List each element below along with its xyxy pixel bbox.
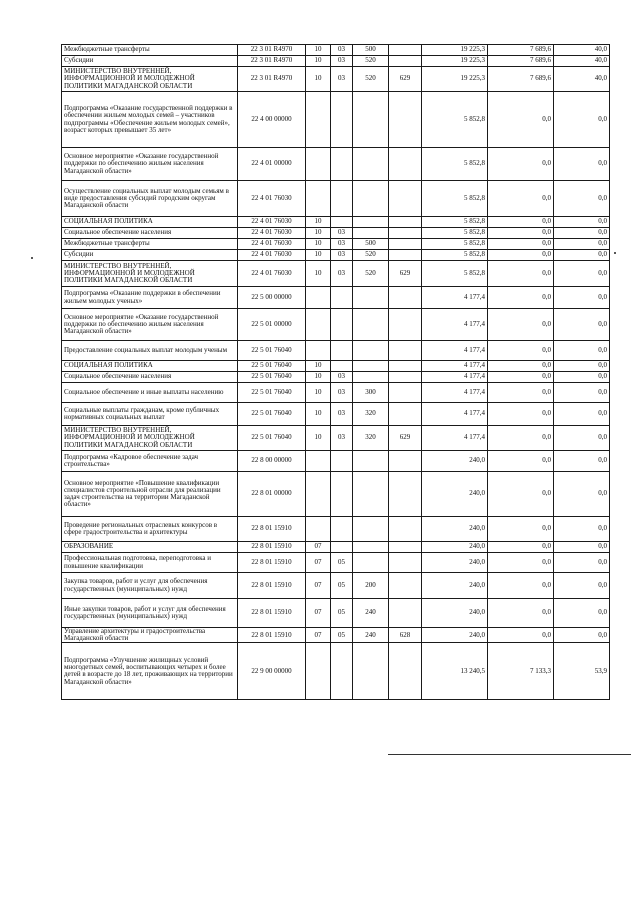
row-grbs xyxy=(389,573,422,599)
row-plan: 240,0 xyxy=(422,542,488,553)
table-row xyxy=(62,472,610,517)
row-code: 22 4 01 76030 xyxy=(238,217,306,228)
table-row xyxy=(62,542,610,553)
row-section: 10 xyxy=(306,426,331,451)
row-name: Основное мероприятие «Оказание государственной поддержки по обеспечению жильем населения Магаданской области» xyxy=(62,309,238,341)
row-subsection xyxy=(331,217,353,228)
table-body xyxy=(62,45,610,700)
row-plan: 5 852,8 xyxy=(422,228,488,239)
row-fact: 7 133,3 xyxy=(488,643,554,700)
row-fact: 7 689,6 xyxy=(488,67,554,92)
row-grbs xyxy=(389,599,422,628)
row-section: 07 xyxy=(306,542,331,553)
row-section: 07 xyxy=(306,553,331,573)
row-subsection xyxy=(331,451,353,472)
row-grbs xyxy=(389,553,422,573)
row-code: 22 4 01 76030 xyxy=(238,181,306,217)
row-expense-type xyxy=(353,643,389,700)
row-percent: 0,0 xyxy=(554,628,610,643)
row-expense-type xyxy=(353,92,389,148)
row-section: 10 xyxy=(306,45,331,56)
row-name: МИНИСТЕРСТВО ВНУТРЕННЕЙ, ИНФОРМАЦИОННОЙ И МОЛОДЕЖНОЙ ПОЛИТИКИ МАГАДАНСКОЙ ОБЛАСТИ xyxy=(62,426,238,451)
row-fact: 0,0 xyxy=(488,228,554,239)
row-percent: 40,0 xyxy=(554,45,610,56)
row-plan: 13 240,5 xyxy=(422,643,488,700)
row-grbs xyxy=(389,239,422,250)
row-fact: 0,0 xyxy=(488,472,554,517)
row-fact: 7 689,6 xyxy=(488,45,554,56)
row-subsection xyxy=(331,542,353,553)
row-percent: 40,0 xyxy=(554,67,610,92)
row-name: Подпрограмма «Оказание государственной поддержки в обеспечении жильем молодых семей – участников подпрограммы «Обеспечение жильем молодых семей», возраст которых превышает 35 лет» xyxy=(62,92,238,148)
row-grbs xyxy=(389,217,422,228)
row-plan: 240,0 xyxy=(422,599,488,628)
row-plan: 5 852,8 xyxy=(422,250,488,261)
row-code: 22 8 01 15910 xyxy=(238,553,306,573)
budget-table xyxy=(61,44,610,700)
row-name: МИНИСТЕРСТВО ВНУТРЕННЕЙ, ИНФОРМАЦИОННОЙ И МОЛОДЕЖНОЙ ПОЛИТИКИ МАГАДАНСКОЙ ОБЛАСТИ xyxy=(62,261,238,287)
row-fact: 0,0 xyxy=(488,426,554,451)
row-code: 22 4 01 76030 xyxy=(238,239,306,250)
table-row xyxy=(62,628,610,643)
row-percent: 0,0 xyxy=(554,403,610,426)
row-fact: 0,0 xyxy=(488,372,554,383)
row-percent: 0,0 xyxy=(554,553,610,573)
row-percent: 0,0 xyxy=(554,472,610,517)
row-percent: 0,0 xyxy=(554,573,610,599)
table-row xyxy=(62,228,610,239)
row-percent: 0,0 xyxy=(554,599,610,628)
row-name: Межбюджетные трансферты xyxy=(62,239,238,250)
row-name: Социальное обеспечение населения xyxy=(62,372,238,383)
row-plan: 4 177,4 xyxy=(422,309,488,341)
row-subsection xyxy=(331,309,353,341)
table-row xyxy=(62,148,610,181)
row-code: 22 3 01 R4970 xyxy=(238,45,306,56)
row-expense-type: 240 xyxy=(353,599,389,628)
row-section: 10 xyxy=(306,250,331,261)
row-grbs: 629 xyxy=(389,426,422,451)
row-name: Межбюджетные трансферты xyxy=(62,45,238,56)
row-percent: 0,0 xyxy=(554,426,610,451)
row-expense-type: 520 xyxy=(353,56,389,67)
row-expense-type: 200 xyxy=(353,573,389,599)
row-subsection: 05 xyxy=(331,573,353,599)
row-section: 10 xyxy=(306,56,331,67)
row-percent: 0,0 xyxy=(554,287,610,309)
row-percent: 0,0 xyxy=(554,261,610,287)
bottom-rule xyxy=(388,754,631,755)
row-grbs: 629 xyxy=(389,67,422,92)
table-row xyxy=(62,341,610,361)
row-expense-type xyxy=(353,517,389,542)
row-section xyxy=(306,287,331,309)
row-code: 22 5 01 76040 xyxy=(238,426,306,451)
row-grbs xyxy=(389,472,422,517)
row-plan: 240,0 xyxy=(422,517,488,542)
row-code: 22 8 01 00000 xyxy=(238,472,306,517)
row-plan: 5 852,8 xyxy=(422,181,488,217)
table-row xyxy=(62,426,610,451)
table-row xyxy=(62,309,610,341)
row-plan: 19 225,3 xyxy=(422,56,488,67)
row-section: 07 xyxy=(306,573,331,599)
row-percent: 40,0 xyxy=(554,56,610,67)
row-code: 22 4 01 76030 xyxy=(238,250,306,261)
row-grbs xyxy=(389,403,422,426)
row-percent: 0,0 xyxy=(554,542,610,553)
row-code: 22 8 01 15910 xyxy=(238,628,306,643)
table-row xyxy=(62,517,610,542)
row-section: 10 xyxy=(306,383,331,403)
scan-speck xyxy=(614,252,616,254)
row-section xyxy=(306,517,331,542)
row-plan: 4 177,4 xyxy=(422,372,488,383)
row-code: 22 8 01 15910 xyxy=(238,599,306,628)
row-name: Подпрограмма «Кадровое обеспечение задач строительства» xyxy=(62,451,238,472)
row-section: 10 xyxy=(306,261,331,287)
row-percent: 0,0 xyxy=(554,517,610,542)
row-percent: 0,0 xyxy=(554,250,610,261)
row-code: 22 3 01 R4970 xyxy=(238,56,306,67)
row-name: Основное мероприятие «Повышение квалификации специалистов строительной отрасли для реализации задач строительства на территории Магаданской области» xyxy=(62,472,238,517)
row-grbs xyxy=(389,383,422,403)
row-plan: 240,0 xyxy=(422,451,488,472)
row-plan: 4 177,4 xyxy=(422,341,488,361)
row-name: Субсидии xyxy=(62,250,238,261)
row-section: 10 xyxy=(306,372,331,383)
row-subsection xyxy=(331,361,353,372)
row-grbs xyxy=(389,643,422,700)
row-subsection: 03 xyxy=(331,426,353,451)
row-plan: 5 852,8 xyxy=(422,148,488,181)
row-percent: 0,0 xyxy=(554,451,610,472)
row-name: Социальное обеспечение населения xyxy=(62,228,238,239)
table-row xyxy=(62,361,610,372)
row-subsection: 03 xyxy=(331,228,353,239)
row-grbs xyxy=(389,287,422,309)
row-plan: 4 177,4 xyxy=(422,403,488,426)
row-code: 22 5 01 76040 xyxy=(238,372,306,383)
row-name: Предоставление социальных выплат молодым ученым xyxy=(62,341,238,361)
row-name: Подпрограмма «Улучшение жилищных условий многодетных семей, воспитывающих четырех и более детей в возрасте до 18 лет, проживающих на территории Магаданской области» xyxy=(62,643,238,700)
row-fact: 0,0 xyxy=(488,148,554,181)
table-row xyxy=(62,45,610,56)
table-row xyxy=(62,573,610,599)
table-row xyxy=(62,553,610,573)
row-subsection: 05 xyxy=(331,553,353,573)
row-percent: 0,0 xyxy=(554,341,610,361)
row-code: 22 8 01 15910 xyxy=(238,517,306,542)
row-subsection xyxy=(331,643,353,700)
table-row xyxy=(62,403,610,426)
row-name: Социальное обеспечение и иные выплаты населению xyxy=(62,383,238,403)
row-name: СОЦИАЛЬНАЯ ПОЛИТИКА xyxy=(62,217,238,228)
row-plan: 4 177,4 xyxy=(422,361,488,372)
row-plan: 19 225,3 xyxy=(422,45,488,56)
row-fact: 0,0 xyxy=(488,92,554,148)
row-grbs xyxy=(389,92,422,148)
row-fact: 0,0 xyxy=(488,383,554,403)
row-fact: 0,0 xyxy=(488,250,554,261)
row-fact: 7 689,6 xyxy=(488,56,554,67)
table-row xyxy=(62,92,610,148)
row-section: 10 xyxy=(306,67,331,92)
row-code: 22 8 01 15910 xyxy=(238,542,306,553)
row-plan: 5 852,8 xyxy=(422,217,488,228)
row-percent: 0,0 xyxy=(554,217,610,228)
row-code: 22 3 01 R4970 xyxy=(238,67,306,92)
row-name: СОЦИАЛЬНАЯ ПОЛИТИКА xyxy=(62,361,238,372)
row-grbs xyxy=(389,56,422,67)
row-code: 22 5 00 00000 xyxy=(238,287,306,309)
row-percent: 0,0 xyxy=(554,181,610,217)
row-code: 22 5 01 76040 xyxy=(238,341,306,361)
row-subsection xyxy=(331,148,353,181)
row-subsection xyxy=(331,181,353,217)
row-section xyxy=(306,148,331,181)
row-name: Закупка товаров, работ и услуг для обеспечения государственных (муниципальных) нужд xyxy=(62,573,238,599)
row-section: 07 xyxy=(306,628,331,643)
table-row xyxy=(62,372,610,383)
row-fact: 0,0 xyxy=(488,517,554,542)
row-grbs xyxy=(389,45,422,56)
row-grbs xyxy=(389,361,422,372)
row-percent: 0,0 xyxy=(554,361,610,372)
row-code: 22 5 01 76040 xyxy=(238,403,306,426)
row-section: 10 xyxy=(306,217,331,228)
row-percent: 0,0 xyxy=(554,309,610,341)
row-subsection: 03 xyxy=(331,261,353,287)
table-row xyxy=(62,599,610,628)
row-section xyxy=(306,309,331,341)
row-subsection: 05 xyxy=(331,599,353,628)
row-name: Иные закупки товаров, работ и услуг для обеспечения государственных (муниципальных) нужд xyxy=(62,599,238,628)
row-plan: 5 852,8 xyxy=(422,239,488,250)
table-row xyxy=(62,287,610,309)
row-expense-type: 520 xyxy=(353,67,389,92)
row-section xyxy=(306,341,331,361)
row-name: Управление архитектуры и градостроительства Магаданской области xyxy=(62,628,238,643)
table-row xyxy=(62,67,610,92)
row-name: Профессиональная подготовка, переподготовка и повышение квалификации xyxy=(62,553,238,573)
table-row xyxy=(62,383,610,403)
row-grbs xyxy=(389,148,422,181)
row-name: МИНИСТЕРСТВО ВНУТРЕННЕЙ, ИНФОРМАЦИОННОЙ И МОЛОДЕЖНОЙ ПОЛИТИКИ МАГАДАНСКОЙ ОБЛАСТИ xyxy=(62,67,238,92)
row-fact: 0,0 xyxy=(488,599,554,628)
row-grbs xyxy=(389,542,422,553)
row-section xyxy=(306,451,331,472)
row-subsection: 03 xyxy=(331,45,353,56)
table-row xyxy=(62,239,610,250)
row-name: Социальные выплаты гражданам, кроме публичных нормативных социальных выплат xyxy=(62,403,238,426)
row-plan: 4 177,4 xyxy=(422,383,488,403)
row-subsection xyxy=(331,472,353,517)
row-code: 22 5 01 76040 xyxy=(238,383,306,403)
row-expense-type xyxy=(353,228,389,239)
row-plan: 5 852,8 xyxy=(422,92,488,148)
row-fact: 0,0 xyxy=(488,403,554,426)
row-expense-type xyxy=(353,287,389,309)
row-plan: 19 225,3 xyxy=(422,67,488,92)
row-subsection: 03 xyxy=(331,239,353,250)
row-expense-type xyxy=(353,341,389,361)
row-expense-type xyxy=(353,148,389,181)
row-section: 10 xyxy=(306,228,331,239)
row-subsection: 05 xyxy=(331,628,353,643)
row-expense-type xyxy=(353,181,389,217)
row-code: 22 5 01 76040 xyxy=(238,361,306,372)
row-percent: 0,0 xyxy=(554,228,610,239)
row-grbs xyxy=(389,228,422,239)
row-name: Субсидии xyxy=(62,56,238,67)
row-plan: 240,0 xyxy=(422,573,488,599)
row-grbs xyxy=(389,181,422,217)
row-section: 10 xyxy=(306,403,331,426)
row-plan: 240,0 xyxy=(422,628,488,643)
row-section: 10 xyxy=(306,239,331,250)
row-expense-type: 300 xyxy=(353,383,389,403)
scan-speck xyxy=(31,257,33,259)
row-expense-type: 500 xyxy=(353,45,389,56)
row-name: Основное мероприятие «Оказание государственной поддержки по обеспечению жильем населения Магаданской области» xyxy=(62,148,238,181)
row-code: 22 8 00 00000 xyxy=(238,451,306,472)
row-name: Проведение региональных отраслевых конкурсов в сфере градостроительства и архитектуры xyxy=(62,517,238,542)
row-subsection: 03 xyxy=(331,403,353,426)
row-code: 22 4 01 76030 xyxy=(238,261,306,287)
table-row xyxy=(62,217,610,228)
row-subsection xyxy=(331,287,353,309)
row-expense-type: 520 xyxy=(353,261,389,287)
row-expense-type: 240 xyxy=(353,628,389,643)
row-expense-type xyxy=(353,361,389,372)
row-subsection xyxy=(331,341,353,361)
row-plan: 4 177,4 xyxy=(422,426,488,451)
row-expense-type: 520 xyxy=(353,250,389,261)
row-section xyxy=(306,643,331,700)
row-section xyxy=(306,472,331,517)
row-fact: 0,0 xyxy=(488,628,554,643)
row-fact: 0,0 xyxy=(488,287,554,309)
row-subsection: 03 xyxy=(331,56,353,67)
row-expense-type: 320 xyxy=(353,403,389,426)
row-code: 22 4 01 00000 xyxy=(238,148,306,181)
row-code: 22 8 01 15910 xyxy=(238,573,306,599)
row-fact: 0,0 xyxy=(488,181,554,217)
row-expense-type xyxy=(353,472,389,517)
row-plan: 240,0 xyxy=(422,553,488,573)
row-code: 22 5 01 00000 xyxy=(238,309,306,341)
row-percent: 0,0 xyxy=(554,383,610,403)
row-expense-type: 320 xyxy=(353,426,389,451)
row-percent: 0,0 xyxy=(554,148,610,181)
row-plan: 4 177,4 xyxy=(422,287,488,309)
table-row xyxy=(62,261,610,287)
row-grbs xyxy=(389,341,422,361)
row-fact: 0,0 xyxy=(488,542,554,553)
row-grbs: 628 xyxy=(389,628,422,643)
row-code: 22 9 00 00000 xyxy=(238,643,306,700)
table-row xyxy=(62,451,610,472)
row-section xyxy=(306,92,331,148)
row-subsection: 03 xyxy=(331,383,353,403)
row-expense-type xyxy=(353,217,389,228)
row-section: 10 xyxy=(306,361,331,372)
table-row xyxy=(62,181,610,217)
row-expense-type: 500 xyxy=(353,239,389,250)
row-code: 22 4 01 76030 xyxy=(238,228,306,239)
table-row xyxy=(62,250,610,261)
row-grbs xyxy=(389,309,422,341)
row-fact: 0,0 xyxy=(488,573,554,599)
row-plan: 240,0 xyxy=(422,472,488,517)
row-grbs xyxy=(389,250,422,261)
row-expense-type xyxy=(353,309,389,341)
row-subsection xyxy=(331,517,353,542)
row-grbs: 629 xyxy=(389,261,422,287)
row-percent: 0,0 xyxy=(554,92,610,148)
table-row xyxy=(62,56,610,67)
row-percent: 53,9 xyxy=(554,643,610,700)
row-name: Подпрограмма «Оказание поддержки в обеспечении жильем молодых ученых» xyxy=(62,287,238,309)
row-plan: 5 852,8 xyxy=(422,261,488,287)
row-section: 07 xyxy=(306,599,331,628)
row-subsection xyxy=(331,92,353,148)
row-fact: 0,0 xyxy=(488,261,554,287)
row-subsection: 03 xyxy=(331,250,353,261)
row-expense-type xyxy=(353,372,389,383)
table-row xyxy=(62,643,610,700)
row-fact: 0,0 xyxy=(488,341,554,361)
row-percent: 0,0 xyxy=(554,372,610,383)
row-grbs xyxy=(389,451,422,472)
row-fact: 0,0 xyxy=(488,239,554,250)
row-grbs xyxy=(389,372,422,383)
row-expense-type xyxy=(353,542,389,553)
row-subsection: 03 xyxy=(331,372,353,383)
row-name: Осуществление социальных выплат молодым семьям в виде предоставления субсидий городским округам Магаданской области xyxy=(62,181,238,217)
row-expense-type xyxy=(353,451,389,472)
row-subsection: 03 xyxy=(331,67,353,92)
row-fact: 0,0 xyxy=(488,553,554,573)
row-expense-type xyxy=(353,553,389,573)
row-fact: 0,0 xyxy=(488,309,554,341)
row-grbs xyxy=(389,517,422,542)
row-code: 22 4 00 00000 xyxy=(238,92,306,148)
row-name: ОБРАЗОВАНИЕ xyxy=(62,542,238,553)
row-percent: 0,0 xyxy=(554,239,610,250)
row-fact: 0,0 xyxy=(488,361,554,372)
row-fact: 0,0 xyxy=(488,451,554,472)
row-section xyxy=(306,181,331,217)
row-fact: 0,0 xyxy=(488,217,554,228)
